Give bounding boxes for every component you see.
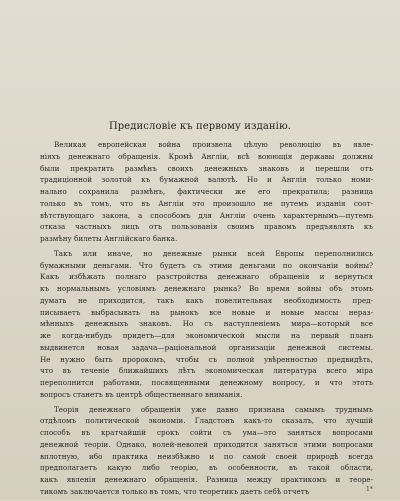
text-line: традиціонной золотой къ бумажной валютѣ. Но и Англія только номи-	[40, 175, 373, 185]
text-line: вплотную, ибо практика неизбѣжно и по самой своей природѣ всегда	[40, 451, 373, 461]
text-line: Великая европейская война произвела цѣлую революцію въ явле-	[54, 140, 373, 149]
text-line: были прекратить размѣнъ своихъ денежныхъ знаковъ и перешли отъ	[40, 163, 373, 173]
text-line: вопросъ станетъ въ центрѣ общественнаго вниманія.	[40, 389, 243, 399]
text-line: выдвинется новая задача—раціональной организаціи денежной системы.	[40, 342, 373, 352]
text-line: мѣнныхъ денежныхъ знаковъ. Но съ наступленіемъ мира—который все	[40, 319, 373, 329]
text-line: способъ въ кратчайшій срокъ сойти съ ума—это заняться вопросами	[40, 428, 373, 437]
text-line: же когда-нибудь придетъ—для экономической мысли на первый планъ	[40, 331, 373, 340]
paragraph	[40, 404, 373, 498]
text-line: размѣну билеты Англійскаго банка.	[40, 234, 178, 243]
text-line: отдѣломъ политической экономіи. Гладстонъ какъ-то сказалъ, что лучшій	[40, 416, 373, 426]
text-line: предполагаетъ какую либо теорію, въ особенности, въ такой области,	[40, 463, 373, 473]
paragraph	[40, 139, 373, 245]
text-line: отказа частныхъ лицъ отъ пользованія своимъ правомъ предъявлять къ	[40, 222, 373, 232]
text-line: писываетъ выбрасывать на рынокъ все новые и новые массы нераз-	[40, 307, 373, 317]
text-line: что въ теченіе ближайшихъ лѣтъ экономическая литература всего міра	[40, 366, 373, 376]
paragraph	[40, 248, 373, 401]
preface-body	[40, 139, 373, 501]
text-line: вѣтствующаго закона, а способомъ для Англіи очень характернымъ—путемъ	[40, 210, 373, 220]
text-line: тикомъ заключается только въ томъ, что теоретикъ даетъ себѣ отчетъ	[40, 486, 310, 496]
text-line: только въ томъ, что въ Англіи это произошло не путемъ изданія соот-	[40, 198, 373, 208]
text-line: Такъ или иначе, но денежные рынки всей Европы переполнились	[54, 248, 373, 258]
text-line: какъ явленія денежнаго обращенія. Разница между практикомъ и теоре-	[40, 475, 373, 484]
text-line: къ нормальнымъ условіямъ денежнаго рынка? Во время войны объ этомъ	[40, 284, 373, 293]
text-line: Теорія денежнаго обращенія уже давно признана самымъ труднымъ	[54, 404, 373, 414]
page-number: 1*	[366, 486, 373, 493]
text-line: Какъ избѣжать полнаго разстройства денежнаго обращенія и вернуться	[40, 272, 373, 282]
text-line: переполнится работами, посвященными денежному вопросу, и что этотъ	[40, 378, 373, 387]
text-line: бумажными деньгами. Что будетъ съ этими деньгами по окончаніи войны?	[40, 260, 373, 270]
text-line: думать не приходится, такъ какъ повелительная необходимость пред-	[40, 295, 373, 305]
text-line: Не нужно быть пророкомъ, чтобы съ полной увѣренностью предвидѣть,	[40, 354, 373, 364]
text-line: денежной теоріи. Однако, волей-неволей приходится заняться этими вопросами	[40, 439, 373, 449]
preface-title: Предисловіе къ первому изданію.	[108, 121, 292, 132]
text-line: нально сохранила размѣнъ, фактически же его прекратила; разница	[40, 187, 373, 196]
text-line: ніяхъ денежнаго обращенія. Кромѣ Англіи, всѣ воюющія державы должны	[40, 151, 373, 161]
